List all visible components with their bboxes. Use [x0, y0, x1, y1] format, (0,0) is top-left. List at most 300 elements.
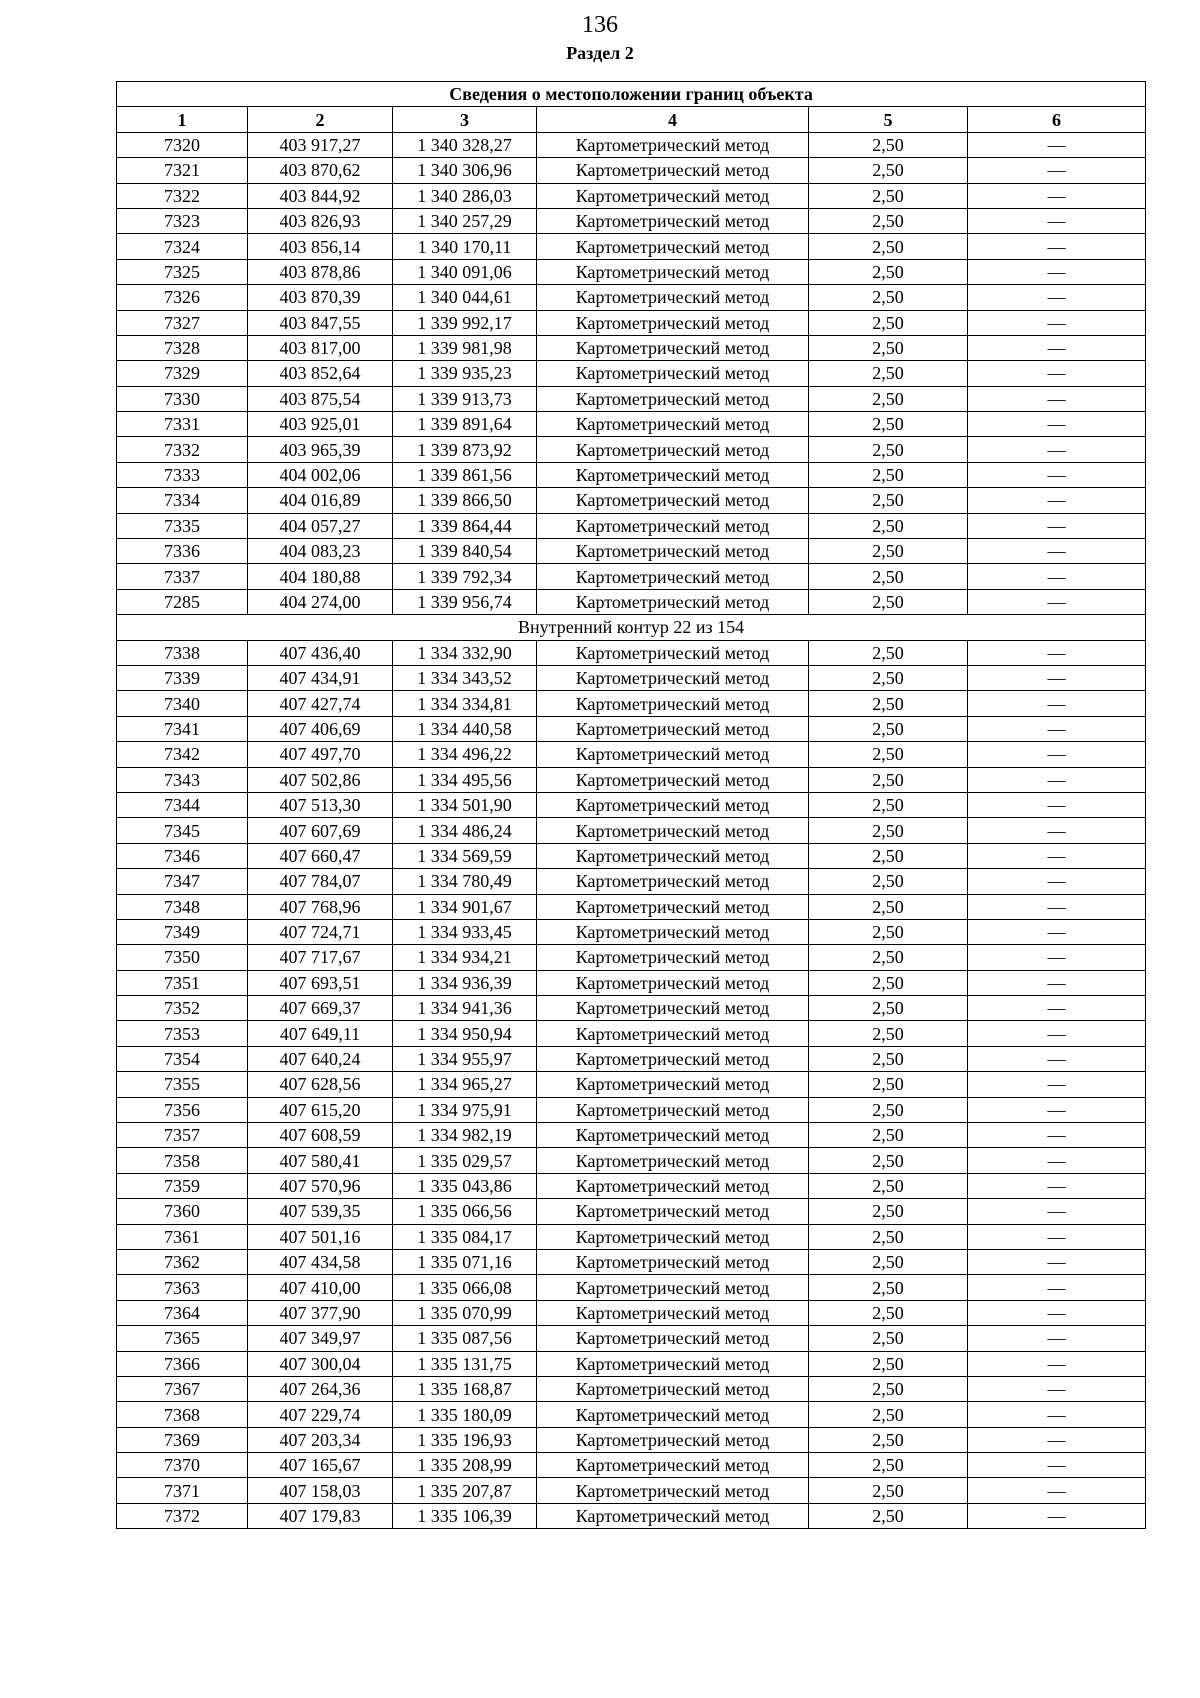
- column-header: 2: [248, 107, 393, 132]
- accuracy-cell: 2,50: [809, 640, 968, 665]
- method-cell: Картометрический метод: [537, 564, 809, 589]
- accuracy-cell: 2,50: [809, 716, 968, 741]
- accuracy-cell: 2,50: [809, 234, 968, 259]
- x-coordinate-cell: 407 165,67: [248, 1453, 393, 1478]
- y-coordinate-cell: 1 335 071,16: [393, 1249, 537, 1274]
- x-coordinate-cell: 407 264,36: [248, 1376, 393, 1401]
- accuracy-cell: 2,50: [809, 259, 968, 284]
- point-number-cell: 7324: [117, 234, 248, 259]
- description-cell: —: [968, 996, 1146, 1021]
- accuracy-cell: 2,50: [809, 1148, 968, 1173]
- accuracy-cell: 2,50: [809, 1453, 968, 1478]
- table-row: [117, 1453, 1146, 1478]
- accuracy-cell: 2,50: [809, 665, 968, 690]
- point-number-cell: 7366: [117, 1351, 248, 1376]
- table-row: [117, 234, 1146, 259]
- description-cell: —: [968, 716, 1146, 741]
- y-coordinate-cell: 1 335 180,09: [393, 1402, 537, 1427]
- description-cell: —: [968, 361, 1146, 386]
- table-row: [117, 1326, 1146, 1351]
- description-cell: —: [968, 1453, 1146, 1478]
- accuracy-cell: 2,50: [809, 1351, 968, 1376]
- x-coordinate-cell: 404 057,27: [248, 513, 393, 538]
- point-number-cell: 7372: [117, 1503, 248, 1528]
- description-cell: —: [968, 742, 1146, 767]
- description-cell: —: [968, 818, 1146, 843]
- table-row: [117, 1148, 1146, 1173]
- table-row: [117, 767, 1146, 792]
- x-coordinate-cell: 403 870,62: [248, 158, 393, 183]
- description-cell: —: [968, 285, 1146, 310]
- table-row: [117, 208, 1146, 233]
- method-cell: Картометрический метод: [537, 1123, 809, 1148]
- accuracy-cell: 2,50: [809, 818, 968, 843]
- table-row: [117, 437, 1146, 462]
- description-cell: —: [968, 437, 1146, 462]
- description-cell: —: [968, 1275, 1146, 1300]
- point-number-cell: 7364: [117, 1300, 248, 1325]
- method-cell: Картометрический метод: [537, 996, 809, 1021]
- table-row: [117, 285, 1146, 310]
- x-coordinate-cell: 407 607,69: [248, 818, 393, 843]
- y-coordinate-cell: 1 334 496,22: [393, 742, 537, 767]
- method-cell: Картометрический метод: [537, 843, 809, 868]
- table-row: [117, 462, 1146, 487]
- accuracy-cell: 2,50: [809, 843, 968, 868]
- y-coordinate-cell: 1 334 332,90: [393, 640, 537, 665]
- description-cell: —: [968, 665, 1146, 690]
- description-cell: —: [968, 539, 1146, 564]
- description-cell: —: [968, 869, 1146, 894]
- contour-heading-row: [117, 615, 1146, 640]
- point-number-cell: 7367: [117, 1376, 248, 1401]
- x-coordinate-cell: 407 615,20: [248, 1097, 393, 1122]
- y-coordinate-cell: 1 340 286,03: [393, 183, 537, 208]
- table-row: [117, 1123, 1146, 1148]
- table-row: [117, 1072, 1146, 1097]
- x-coordinate-cell: 407 436,40: [248, 640, 393, 665]
- description-cell: —: [968, 792, 1146, 817]
- x-coordinate-cell: 403 917,27: [248, 132, 393, 157]
- method-cell: Картометрический метод: [537, 589, 809, 614]
- description-cell: —: [968, 1300, 1146, 1325]
- point-number-cell: 7323: [117, 208, 248, 233]
- y-coordinate-cell: 1 335 196,93: [393, 1427, 537, 1452]
- description-cell: —: [968, 234, 1146, 259]
- x-coordinate-cell: 407 300,04: [248, 1351, 393, 1376]
- accuracy-cell: 2,50: [809, 285, 968, 310]
- y-coordinate-cell: 1 335 043,86: [393, 1173, 537, 1198]
- accuracy-cell: 2,50: [809, 158, 968, 183]
- method-cell: Картометрический метод: [537, 488, 809, 513]
- accuracy-cell: 2,50: [809, 589, 968, 614]
- table-row: [117, 1021, 1146, 1046]
- y-coordinate-cell: 1 339 873,92: [393, 437, 537, 462]
- table-row: [117, 1402, 1146, 1427]
- x-coordinate-cell: 407 229,74: [248, 1402, 393, 1427]
- y-coordinate-cell: 1 334 955,97: [393, 1046, 537, 1071]
- column-numbers-row: [117, 107, 1146, 132]
- description-cell: —: [968, 132, 1146, 157]
- accuracy-cell: 2,50: [809, 1275, 968, 1300]
- accuracy-cell: 2,50: [809, 1427, 968, 1452]
- point-number-cell: 7359: [117, 1173, 248, 1198]
- method-cell: Картометрический метод: [537, 640, 809, 665]
- method-cell: Картометрический метод: [537, 1300, 809, 1325]
- table-title: Сведения о местоположении границ объекта: [117, 82, 1146, 107]
- column-header: 3: [393, 107, 537, 132]
- y-coordinate-cell: 1 334 901,67: [393, 894, 537, 919]
- table-row: [117, 183, 1146, 208]
- description-cell: —: [968, 1249, 1146, 1274]
- method-cell: Картометрический метод: [537, 1427, 809, 1452]
- x-coordinate-cell: 407 649,11: [248, 1021, 393, 1046]
- method-cell: Картометрический метод: [537, 412, 809, 437]
- table-row: [117, 742, 1146, 767]
- y-coordinate-cell: 1 334 780,49: [393, 869, 537, 894]
- x-coordinate-cell: 407 539,35: [248, 1199, 393, 1224]
- method-cell: Картометрический метод: [537, 285, 809, 310]
- point-number-cell: 7339: [117, 665, 248, 690]
- y-coordinate-cell: 1 334 936,39: [393, 970, 537, 995]
- point-number-cell: 7352: [117, 996, 248, 1021]
- y-coordinate-cell: 1 335 131,75: [393, 1351, 537, 1376]
- accuracy-cell: 2,50: [809, 1123, 968, 1148]
- table-row: [117, 513, 1146, 538]
- method-cell: Картометрический метод: [537, 1376, 809, 1401]
- x-coordinate-cell: 407 768,96: [248, 894, 393, 919]
- point-number-cell: 7360: [117, 1199, 248, 1224]
- x-coordinate-cell: 407 501,16: [248, 1224, 393, 1249]
- method-cell: Картометрический метод: [537, 767, 809, 792]
- method-cell: Картометрический метод: [537, 539, 809, 564]
- table-row: [117, 1224, 1146, 1249]
- description-cell: —: [968, 919, 1146, 944]
- description-cell: —: [968, 1021, 1146, 1046]
- table-row: [117, 488, 1146, 513]
- y-coordinate-cell: 1 335 084,17: [393, 1224, 537, 1249]
- accuracy-cell: 2,50: [809, 564, 968, 589]
- method-cell: Картометрический метод: [537, 437, 809, 462]
- point-number-cell: 7365: [117, 1326, 248, 1351]
- table-row: [117, 640, 1146, 665]
- y-coordinate-cell: 1 339 956,74: [393, 589, 537, 614]
- point-number-cell: 7337: [117, 564, 248, 589]
- description-cell: —: [968, 1503, 1146, 1528]
- method-cell: Картометрический метод: [537, 310, 809, 335]
- method-cell: Картометрический метод: [537, 1453, 809, 1478]
- accuracy-cell: 2,50: [809, 539, 968, 564]
- method-cell: Картометрический метод: [537, 1046, 809, 1071]
- point-number-cell: 7371: [117, 1478, 248, 1503]
- method-cell: Картометрический метод: [537, 792, 809, 817]
- x-coordinate-cell: 403 878,86: [248, 259, 393, 284]
- point-number-cell: 7354: [117, 1046, 248, 1071]
- table-row: [117, 1275, 1146, 1300]
- y-coordinate-cell: 1 339 864,44: [393, 513, 537, 538]
- accuracy-cell: 2,50: [809, 310, 968, 335]
- table-row: [117, 259, 1146, 284]
- column-header: 1: [117, 107, 248, 132]
- method-cell: Картометрический метод: [537, 513, 809, 538]
- accuracy-cell: 2,50: [809, 742, 968, 767]
- description-cell: —: [968, 1199, 1146, 1224]
- table-row: [117, 792, 1146, 817]
- accuracy-cell: 2,50: [809, 488, 968, 513]
- point-number-cell: 7346: [117, 843, 248, 868]
- description-cell: —: [968, 1148, 1146, 1173]
- description-cell: —: [968, 767, 1146, 792]
- table-row: [117, 386, 1146, 411]
- y-coordinate-cell: 1 335 087,56: [393, 1326, 537, 1351]
- x-coordinate-cell: 407 640,24: [248, 1046, 393, 1071]
- y-coordinate-cell: 1 340 306,96: [393, 158, 537, 183]
- point-number-cell: 7362: [117, 1249, 248, 1274]
- accuracy-cell: 2,50: [809, 1300, 968, 1325]
- accuracy-cell: 2,50: [809, 894, 968, 919]
- point-number-cell: 7345: [117, 818, 248, 843]
- y-coordinate-cell: 1 339 981,98: [393, 335, 537, 360]
- table-row: [117, 716, 1146, 741]
- method-cell: Картометрический метод: [537, 1199, 809, 1224]
- table-row: [117, 589, 1146, 614]
- point-number-cell: 7343: [117, 767, 248, 792]
- y-coordinate-cell: 1 340 328,27: [393, 132, 537, 157]
- x-coordinate-cell: 403 925,01: [248, 412, 393, 437]
- x-coordinate-cell: 403 965,39: [248, 437, 393, 462]
- y-coordinate-cell: 1 339 861,56: [393, 462, 537, 487]
- y-coordinate-cell: 1 334 569,59: [393, 843, 537, 868]
- point-number-cell: 7332: [117, 437, 248, 462]
- y-coordinate-cell: 1 335 208,99: [393, 1453, 537, 1478]
- y-coordinate-cell: 1 335 070,99: [393, 1300, 537, 1325]
- description-cell: —: [968, 589, 1146, 614]
- table-row: [117, 1097, 1146, 1122]
- table-body: [117, 132, 1146, 1528]
- table-row: [117, 919, 1146, 944]
- x-coordinate-cell: 407 693,51: [248, 970, 393, 995]
- x-coordinate-cell: 404 016,89: [248, 488, 393, 513]
- table-row: [117, 1376, 1146, 1401]
- table-row: [117, 1173, 1146, 1198]
- x-coordinate-cell: 407 513,30: [248, 792, 393, 817]
- method-cell: Картометрический метод: [537, 716, 809, 741]
- y-coordinate-cell: 1 340 170,11: [393, 234, 537, 259]
- table-row: [117, 996, 1146, 1021]
- description-cell: —: [968, 310, 1146, 335]
- description-cell: —: [968, 183, 1146, 208]
- point-number-cell: 7335: [117, 513, 248, 538]
- point-number-cell: 7350: [117, 945, 248, 970]
- table-row: [117, 1300, 1146, 1325]
- point-number-cell: 7338: [117, 640, 248, 665]
- x-coordinate-cell: 407 724,71: [248, 919, 393, 944]
- y-coordinate-cell: 1 340 044,61: [393, 285, 537, 310]
- x-coordinate-cell: 404 002,06: [248, 462, 393, 487]
- y-coordinate-cell: 1 334 975,91: [393, 1097, 537, 1122]
- point-number-cell: 7368: [117, 1402, 248, 1427]
- point-number-cell: 7327: [117, 310, 248, 335]
- accuracy-cell: 2,50: [809, 437, 968, 462]
- table-row: [117, 1503, 1146, 1528]
- y-coordinate-cell: 1 339 792,34: [393, 564, 537, 589]
- column-header: 4: [537, 107, 809, 132]
- y-coordinate-cell: 1 335 168,87: [393, 1376, 537, 1401]
- description-cell: —: [968, 1097, 1146, 1122]
- description-cell: —: [968, 513, 1146, 538]
- table-row: [117, 945, 1146, 970]
- x-coordinate-cell: 407 410,00: [248, 1275, 393, 1300]
- point-number-cell: 7285: [117, 589, 248, 614]
- method-cell: Картометрический метод: [537, 1021, 809, 1046]
- description-cell: —: [968, 564, 1146, 589]
- method-cell: Картометрический метод: [537, 894, 809, 919]
- point-number-cell: 7326: [117, 285, 248, 310]
- accuracy-cell: 2,50: [809, 1046, 968, 1071]
- y-coordinate-cell: 1 334 982,19: [393, 1123, 537, 1148]
- y-coordinate-cell: 1 339 840,54: [393, 539, 537, 564]
- method-cell: Картометрический метод: [537, 1503, 809, 1528]
- method-cell: Картометрический метод: [537, 462, 809, 487]
- accuracy-cell: 2,50: [809, 132, 968, 157]
- point-number-cell: 7357: [117, 1123, 248, 1148]
- accuracy-cell: 2,50: [809, 1478, 968, 1503]
- method-cell: Картометрический метод: [537, 208, 809, 233]
- y-coordinate-cell: 1 339 891,64: [393, 412, 537, 437]
- method-cell: Картометрический метод: [537, 1148, 809, 1173]
- table-row: [117, 818, 1146, 843]
- method-cell: Картометрический метод: [537, 1275, 809, 1300]
- accuracy-cell: 2,50: [809, 1503, 968, 1528]
- x-coordinate-cell: 404 180,88: [248, 564, 393, 589]
- description-cell: —: [968, 1478, 1146, 1503]
- x-coordinate-cell: 407 502,86: [248, 767, 393, 792]
- accuracy-cell: 2,50: [809, 792, 968, 817]
- point-number-cell: 7340: [117, 691, 248, 716]
- accuracy-cell: 2,50: [809, 945, 968, 970]
- table-row: [117, 869, 1146, 894]
- x-coordinate-cell: 407 434,58: [248, 1249, 393, 1274]
- description-cell: —: [968, 894, 1146, 919]
- description-cell: —: [968, 1402, 1146, 1427]
- method-cell: Картометрический метод: [537, 1478, 809, 1503]
- x-coordinate-cell: 403 817,00: [248, 335, 393, 360]
- method-cell: Картометрический метод: [537, 1249, 809, 1274]
- accuracy-cell: 2,50: [809, 1021, 968, 1046]
- y-coordinate-cell: 1 335 029,57: [393, 1148, 537, 1173]
- point-number-cell: 7353: [117, 1021, 248, 1046]
- point-number-cell: 7325: [117, 259, 248, 284]
- column-header: 5: [809, 107, 968, 132]
- point-number-cell: 7334: [117, 488, 248, 513]
- description-cell: —: [968, 462, 1146, 487]
- description-cell: —: [968, 1123, 1146, 1148]
- description-cell: —: [968, 412, 1146, 437]
- table-row: [117, 1478, 1146, 1503]
- description-cell: —: [968, 1351, 1146, 1376]
- method-cell: Картометрический метод: [537, 386, 809, 411]
- description-cell: —: [968, 1427, 1146, 1452]
- description-cell: —: [968, 488, 1146, 513]
- point-number-cell: 7333: [117, 462, 248, 487]
- accuracy-cell: 2,50: [809, 1224, 968, 1249]
- table-row: [117, 1249, 1146, 1274]
- point-number-cell: 7349: [117, 919, 248, 944]
- method-cell: Картометрический метод: [537, 919, 809, 944]
- method-cell: Картометрический метод: [537, 259, 809, 284]
- x-coordinate-cell: 407 406,69: [248, 716, 393, 741]
- accuracy-cell: 2,50: [809, 996, 968, 1021]
- x-coordinate-cell: 404 083,23: [248, 539, 393, 564]
- y-coordinate-cell: 1 334 950,94: [393, 1021, 537, 1046]
- method-cell: Картометрический метод: [537, 818, 809, 843]
- point-number-cell: 7370: [117, 1453, 248, 1478]
- table-row: [117, 1351, 1146, 1376]
- point-number-cell: 7358: [117, 1148, 248, 1173]
- accuracy-cell: 2,50: [809, 1326, 968, 1351]
- point-number-cell: 7331: [117, 412, 248, 437]
- description-cell: —: [968, 640, 1146, 665]
- method-cell: Картометрический метод: [537, 691, 809, 716]
- x-coordinate-cell: 407 608,59: [248, 1123, 393, 1148]
- point-number-cell: 7329: [117, 361, 248, 386]
- y-coordinate-cell: 1 334 941,36: [393, 996, 537, 1021]
- table-row: [117, 310, 1146, 335]
- contour-heading: Внутренний контур 22 из 154: [117, 615, 1146, 640]
- point-number-cell: 7356: [117, 1097, 248, 1122]
- description-cell: —: [968, 259, 1146, 284]
- method-cell: Картометрический метод: [537, 1224, 809, 1249]
- method-cell: Картометрический метод: [537, 1351, 809, 1376]
- x-coordinate-cell: 407 570,96: [248, 1173, 393, 1198]
- accuracy-cell: 2,50: [809, 462, 968, 487]
- method-cell: Картометрический метод: [537, 361, 809, 386]
- accuracy-cell: 2,50: [809, 183, 968, 208]
- accuracy-cell: 2,50: [809, 386, 968, 411]
- point-number-cell: 7321: [117, 158, 248, 183]
- method-cell: Картометрический метод: [537, 234, 809, 259]
- method-cell: Картометрический метод: [537, 665, 809, 690]
- x-coordinate-cell: 407 669,37: [248, 996, 393, 1021]
- description-cell: —: [968, 945, 1146, 970]
- y-coordinate-cell: 1 334 934,21: [393, 945, 537, 970]
- point-number-cell: 7355: [117, 1072, 248, 1097]
- description-cell: —: [968, 386, 1146, 411]
- point-number-cell: 7361: [117, 1224, 248, 1249]
- table-row: [117, 564, 1146, 589]
- x-coordinate-cell: 407 377,90: [248, 1300, 393, 1325]
- table-row: [117, 132, 1146, 157]
- method-cell: Картометрический метод: [537, 158, 809, 183]
- y-coordinate-cell: 1 334 343,52: [393, 665, 537, 690]
- method-cell: Картометрический метод: [537, 945, 809, 970]
- y-coordinate-cell: 1 339 935,23: [393, 361, 537, 386]
- x-coordinate-cell: 407 784,07: [248, 869, 393, 894]
- y-coordinate-cell: 1 334 486,24: [393, 818, 537, 843]
- boundary-coordinates-table: [116, 81, 1146, 1529]
- point-number-cell: 7363: [117, 1275, 248, 1300]
- description-cell: —: [968, 158, 1146, 183]
- description-cell: —: [968, 208, 1146, 233]
- point-number-cell: 7342: [117, 742, 248, 767]
- y-coordinate-cell: 1 339 866,50: [393, 488, 537, 513]
- method-cell: Картометрический метод: [537, 970, 809, 995]
- method-cell: Картометрический метод: [537, 1173, 809, 1198]
- point-number-cell: 7320: [117, 132, 248, 157]
- method-cell: Картометрический метод: [537, 1402, 809, 1427]
- table-row: [117, 970, 1146, 995]
- description-cell: —: [968, 1376, 1146, 1401]
